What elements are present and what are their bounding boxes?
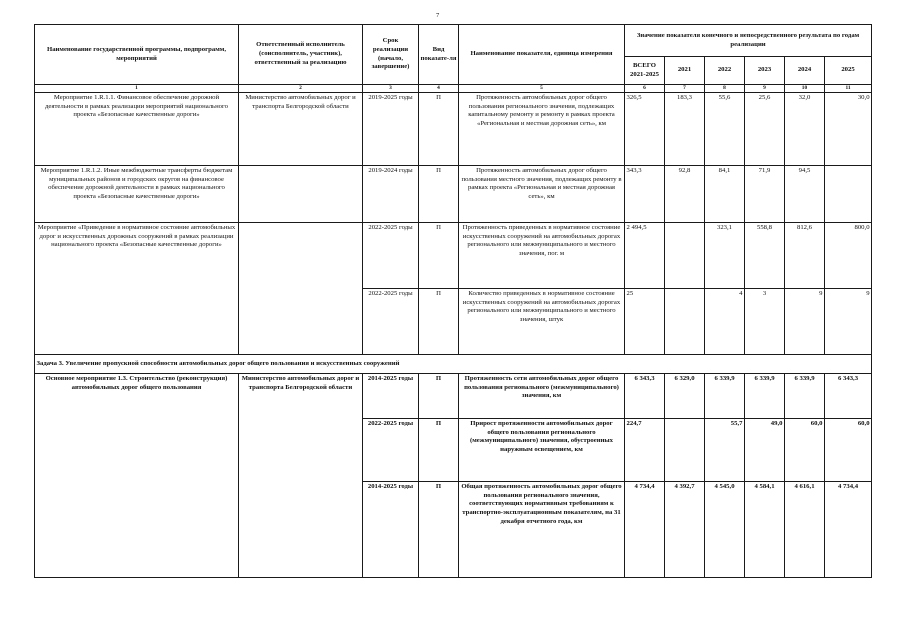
value-year: 55,6	[705, 93, 745, 166]
task-title: Задача 3. Увеличение пропускной способности автомобильных дорог общего пользования и искусственных сооружений	[35, 355, 872, 374]
value-total: 6 343,3	[625, 374, 665, 419]
header-kind: Вид показате-ля	[419, 25, 459, 85]
column-number: 5	[459, 85, 625, 93]
period: 2022-2025 годы	[363, 419, 419, 482]
column-numbers-row	[35, 85, 872, 93]
table-row	[35, 223, 872, 289]
header-total: ВСЕГО 2021-2025	[625, 57, 665, 85]
value-year: 6 339,9	[785, 374, 825, 419]
value-year: 4 584,1	[745, 482, 785, 578]
indicator-name: Прирост протяженности автомобильных дорог общего пользования регионального (межмуниципального) значения, обустроенных наружным освещением, км	[459, 419, 625, 482]
value-year: 49,0	[745, 419, 785, 482]
indicator-kind: П	[419, 374, 459, 419]
value-year: 60,0	[785, 419, 825, 482]
executor: Министерство автомобильных дорог и транспорта Белгородской области	[239, 374, 363, 578]
value-year: 4 616,1	[785, 482, 825, 578]
value-year: 25,6	[745, 93, 785, 166]
indicator-kind: П	[419, 223, 459, 289]
value-year: 4 734,4	[825, 482, 872, 578]
column-number: 4	[419, 85, 459, 93]
value-year: 183,3	[665, 93, 705, 166]
header-year: 2024	[785, 57, 825, 85]
column-number: 3	[363, 85, 419, 93]
indicator-kind: П	[419, 419, 459, 482]
indicator-kind: П	[419, 93, 459, 166]
value-total: 326,5	[625, 93, 665, 166]
value-year: 6 339,9	[745, 374, 785, 419]
header-year: 2023	[745, 57, 785, 85]
column-number: 10	[785, 85, 825, 93]
column-number: 9	[745, 85, 785, 93]
event-name: Мероприятие «Приведение в нормативное состояние автомобильных дорог и искусственных дорожных сооружений в рамках реализации национального проекта «Безопасные качественные дороги»	[35, 223, 239, 355]
period: 2019-2025 годы	[363, 93, 419, 166]
value-year	[825, 166, 872, 223]
value-year: 32,0	[785, 93, 825, 166]
period: 2022-2025 годы	[363, 223, 419, 289]
period: 2022-2025 годы	[363, 289, 419, 355]
value-year: 812,6	[785, 223, 825, 289]
page-number: 7	[436, 12, 440, 19]
table-row	[35, 93, 872, 166]
header-values-group: Значение показателя конечного и непосредственного результата по годам реализации	[625, 25, 872, 57]
program-indicators-table	[34, 24, 872, 578]
value-year: 4 392,7	[665, 482, 705, 578]
value-year: 9	[785, 289, 825, 355]
period: 2014-2025 годы	[363, 482, 419, 578]
value-year	[665, 289, 705, 355]
header-period: Срок реализации (начало, завершение)	[363, 25, 419, 85]
value-year: 55,7	[705, 419, 745, 482]
value-year: 84,1	[705, 166, 745, 223]
value-total: 4 734,4	[625, 482, 665, 578]
executor	[239, 166, 363, 223]
indicator-name: Протяженность автомобильных дорог общего пользования регионального значения, подлежащих капитальному ремонту и ремонту в рамках проекта «Региональная и местная дорожная сеть», км	[459, 93, 625, 166]
value-total: 224,7	[625, 419, 665, 482]
value-year: 4	[705, 289, 745, 355]
value-year: 92,8	[665, 166, 705, 223]
indicator-kind: П	[419, 289, 459, 355]
period: 2019-2024 годы	[363, 166, 419, 223]
table-row	[35, 374, 872, 419]
value-year	[665, 419, 705, 482]
indicator-name: Протяженность приведенных в нормативное состояние искусственных сооружений на автомобильных дорогах регионального или межмуниципального и местного значения, пог. м	[459, 223, 625, 289]
value-year: 94,5	[785, 166, 825, 223]
column-number: 11	[825, 85, 872, 93]
value-year: 323,1	[705, 223, 745, 289]
header-indicator: Наименование показателя, единица измерения	[459, 25, 625, 85]
indicator-name: Протяженность автомобильных дорог общего пользования местного значения, подлежащих ремонту в рамках проекта «Региональная и местная дорожная сеть», км	[459, 166, 625, 223]
indicator-kind: П	[419, 482, 459, 578]
header-year: 2025	[825, 57, 872, 85]
value-year: 6 339,9	[705, 374, 745, 419]
indicator-kind: П	[419, 166, 459, 223]
value-year: 4 545,0	[705, 482, 745, 578]
value-year: 800,0	[825, 223, 872, 289]
column-number: 7	[665, 85, 705, 93]
value-year: 3	[745, 289, 785, 355]
header-program-name: Наименование государственной программы, подпрограмм, мероприятий	[35, 25, 239, 85]
event-name: Основное мероприятие 1.3. Строительство (реконструкция) автомобильных дорог общего пользования	[35, 374, 239, 578]
value-year: 9	[825, 289, 872, 355]
event-name: Мероприятие 1.R.1.1. Финансовое обеспечение дорожной деятельности в рамках реализации мероприятий национального проекта «Безопасные качественные дороги»	[35, 93, 239, 166]
event-name: Мероприятие 1.R.1.2. Иные межбюджетные трансферты бюджетам муниципальных районов и городских округов на финансовое обеспечение дорожной деятельности в рамках национального проекта «Безопасные качественные дороги»	[35, 166, 239, 223]
value-total: 2 494,5	[625, 223, 665, 289]
header-year: 2021	[665, 57, 705, 85]
task-row	[35, 355, 872, 374]
indicator-name: Протяженность сети автомобильных дорог общего пользования регионального (межмуниципального) значения, км	[459, 374, 625, 419]
executor: Министерство автомобильных дорог и транспорта Белгородской области	[239, 93, 363, 166]
period: 2014-2025 годы	[363, 374, 419, 419]
executor	[239, 223, 363, 355]
value-year	[665, 223, 705, 289]
value-year: 30,0	[825, 93, 872, 166]
table-row	[35, 166, 872, 223]
value-year: 60,0	[825, 419, 872, 482]
column-number: 2	[239, 85, 363, 93]
value-year: 6 329,0	[665, 374, 705, 419]
value-year: 71,9	[745, 166, 785, 223]
value-total: 343,3	[625, 166, 665, 223]
column-number: 1	[35, 85, 239, 93]
value-year: 558,8	[745, 223, 785, 289]
value-year: 6 343,3	[825, 374, 872, 419]
indicator-name: Количество приведенных в нормативное состояние искусственных сооружений на автомобильных дорогах регионального или межмуниципального и местного значения, штук	[459, 289, 625, 355]
header-year: 2022	[705, 57, 745, 85]
header-executor: Ответственный исполнитель (соисполнитель, участник), ответственный за реализацию	[239, 25, 363, 85]
column-number: 6	[625, 85, 665, 93]
value-total: 25	[625, 289, 665, 355]
indicator-name: Общая протяженность автомобильных дорог общего пользования регионального значения, соответствующих нормативным требованиям к транспортно-эксплуатационным показателям, на 31 декабря отчетного года, км	[459, 482, 625, 578]
column-number: 8	[705, 85, 745, 93]
